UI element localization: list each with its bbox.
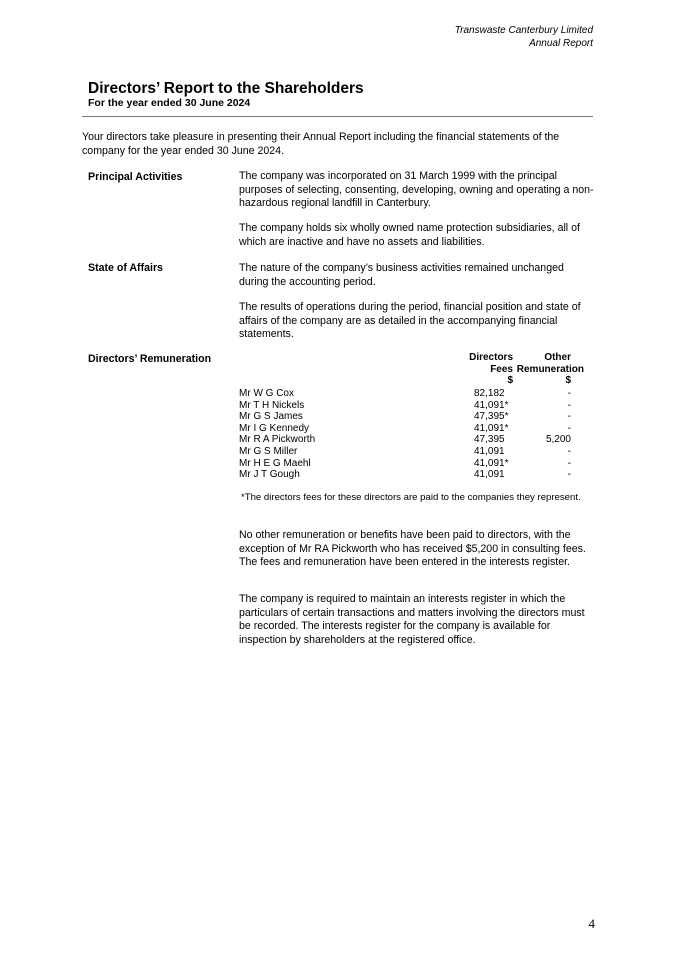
principal-activities-label: Principal Activities [88, 171, 183, 183]
interests-register-paragraph: The company is required to maintain an interests register in which the particulars of certain transactions and matters involving the directors must be recorded. The interests register for the company is available for inspection by shareholders at the registered office. [239, 593, 585, 646]
state-of-affairs-label: State of Affairs [88, 262, 163, 274]
table-row [239, 469, 584, 481]
col-other-remuneration: Other Remuneration $ [516, 352, 584, 387]
title-divider [82, 116, 593, 117]
table-row [239, 388, 584, 400]
header-company: Transwaste Canterbury Limited [454, 25, 593, 36]
director-name: Mr H E G Maehl [239, 457, 311, 469]
director-fees: 41,091* [474, 457, 509, 469]
director-name: Mr T H Nickels [239, 399, 305, 411]
other-remuneration: 5,200 [545, 434, 571, 446]
director-fees: 47,395 [474, 434, 505, 446]
directors-remuneration-label: Directors’ Remuneration [88, 353, 212, 365]
director-name: Mr I G Kennedy [239, 422, 310, 434]
director-fees: 41,091 [474, 445, 505, 457]
col-directors-fees: Directors Fees $ [469, 352, 513, 387]
director-name: Mr G S James [239, 411, 303, 423]
header-doc: Annual Report [529, 38, 593, 49]
remuneration-table [239, 352, 584, 481]
table-row [239, 434, 584, 446]
other-remuneration: - [567, 388, 571, 399]
table-row [239, 446, 584, 458]
page-number: 4 [588, 916, 595, 931]
state-of-affairs-p1: The nature of the company’s business activities remained unchanged during the accounting period. [239, 262, 564, 288]
director-fees: 41,091 [474, 469, 505, 481]
director-name: Mr J T Gough [239, 469, 300, 481]
remuneration-table-header [239, 352, 584, 388]
table-row [239, 458, 584, 470]
remuneration-paragraph-1: No other remuneration or benefits have been paid to directors, with the exception of Mr RA Pickworth who has received $5,200 in consulting fees. The fees and remuneration have been entered in the interests register. [239, 529, 586, 568]
principal-activities-p2: The company holds six wholly owned name protection subsidiaries, all of which are inactive and have no assets and liabilities. [239, 222, 580, 248]
other-remuneration: - [567, 445, 571, 457]
page-title: Directors’ Report to the Shareholders [88, 80, 364, 97]
director-fees: 41,091* [474, 422, 509, 434]
remuneration-footnote: *The directors fees for these directors are paid to the companies they represent. [241, 492, 581, 503]
other-remuneration: - [567, 411, 571, 423]
director-name: Mr W G Cox [239, 388, 294, 399]
remuneration-rows [239, 388, 584, 481]
other-remuneration: - [567, 422, 571, 434]
running-header [455, 24, 593, 50]
other-remuneration: - [567, 399, 571, 411]
principal-activities-p1: The company was incorporated on 31 March 1999 with the principal purposes of selecting, consenting, developing, owning and operating a non-hazardous regional landfill in Canterbury. [239, 170, 594, 209]
director-name: Mr G S Miller [239, 445, 298, 457]
table-row [239, 400, 584, 412]
other-remuneration: - [567, 457, 571, 469]
state-of-affairs-p2: The results of operations during the period, financial position and state of affairs of the company are as detailed in the accompanying financial statements. [239, 301, 581, 340]
director-fees: 47,395* [474, 411, 509, 423]
intro-paragraph: Your directors take pleasure in presenting their Annual Report including the financial statements of the company for the year ended 30 June 2024. [82, 131, 560, 157]
director-fees: 82,182 [474, 388, 505, 399]
director-fees: 41,091* [474, 399, 509, 411]
table-row [239, 423, 584, 435]
other-remuneration: - [567, 469, 571, 481]
director-name: Mr R A Pickworth [239, 434, 316, 446]
page-subtitle: For the year ended 30 June 2024 [88, 97, 251, 109]
table-row [239, 411, 584, 423]
